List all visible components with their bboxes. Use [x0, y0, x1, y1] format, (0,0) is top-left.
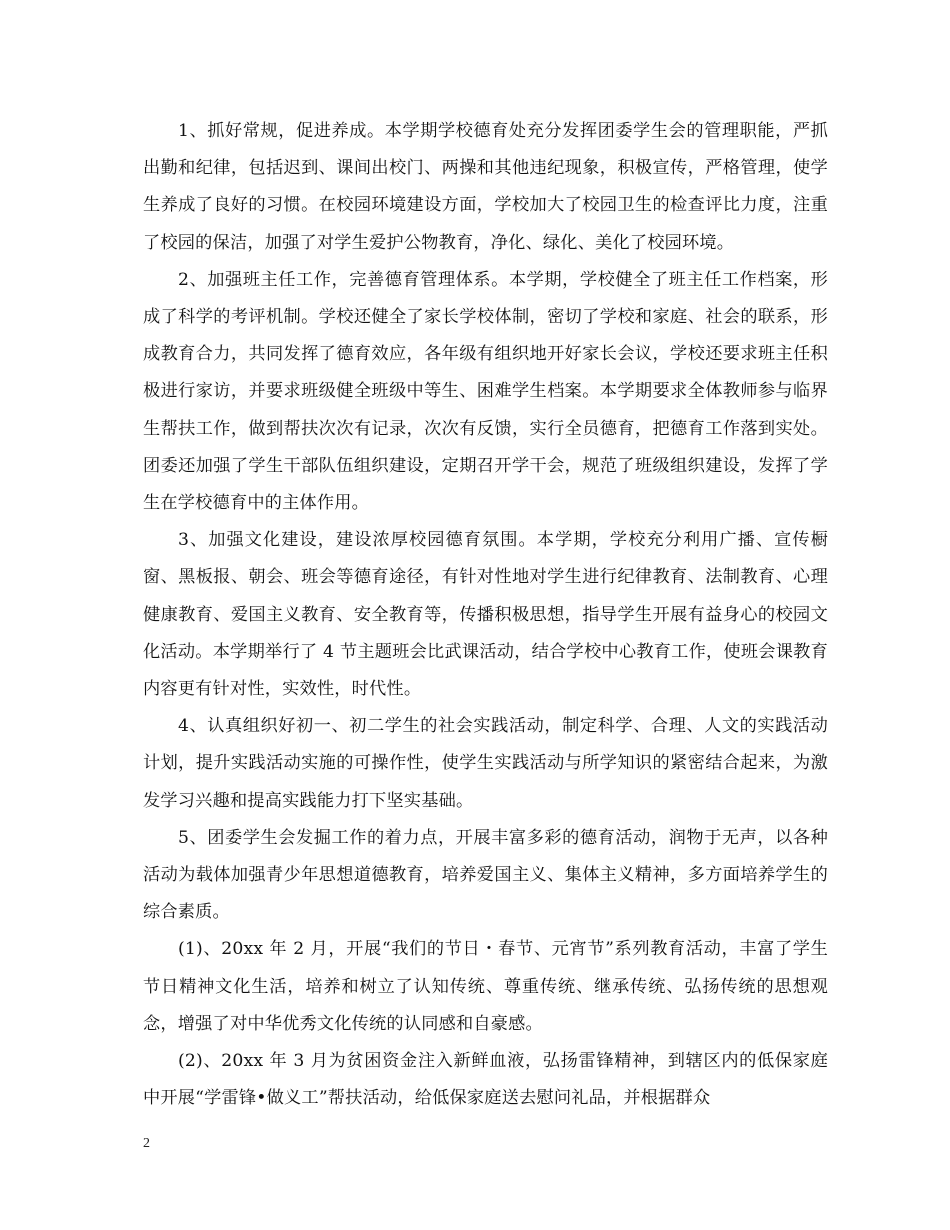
- document-body: [143, 113, 828, 1117]
- paragraph-1: 1、抓好常规，促进养成。本学期学校德育处充分发挥团委学生会的管理职能，严抓出勤和纪律，包括迟到、课间出校门、两操和其他违纪现象，积极宣传，严格管理，使学生养成了良好的习惯。在校园环境建设方面，学校加大了校园卫生的检查评比力度，注重了校园的保洁，加强了对学生爱护公物教育，净化、绿化、美化了校园环境。: [143, 121, 828, 253]
- page-number: 2: [143, 1136, 150, 1151]
- paragraph-7: (2)、20xx 年 3 月为贫困资金注入新鲜血液，弘扬雷锋精神，到辖区内的低保家庭中开展“学雷锋•做义工”帮扶活动，给低保家庭送去慰问礼品，并根据群众: [143, 1051, 828, 1109]
- paragraph-2: 2、加强班主任工作，完善德育管理体系。本学期，学校健全了班主任工作档案，形成了科学的考评机制。学校还健全了家长学校体制，密切了学校和家庭、社会的联系，形成教育合力，共同发挥了德育效应，各年级有组织地开好家长会议，学校还要求班主任积极进行家访，并要求班级健全班级中等生、困难学生档案。本学期要求全体教师参与临界生帮扶工作，做到帮扶次次有记录，次次有反馈，实行全员德育，把德育工作落到实处。团委还加强了学生干部队伍组织建设，定期召开学干会，规范了班级组织建设，发挥了学生在学校德育中的主体作用。: [143, 269, 828, 514]
- paragraph-5: 5、团委学生会发掘工作的着力点，开展丰富多彩的德育活动，润物于无声，以各种活动为载体加强青少年思想道德教育，培养爱国主义、集体主义精神，多方面培养学生的综合素质。: [143, 827, 828, 923]
- paragraph-3: 3、加强文化建设，建设浓厚校园德育氛围。本学期，学校充分利用广播、宣传橱窗、黑板报、朝会、班会等德育途径，有针对性地对学生进行纪律教育、法制教育、心理健康教育、爱国主义教育、安全教育等，传播积极思想，指导学生开展有益身心的校园文化活动。本学期举行了 4 节主题班会比武课活动，结合学校中心教育工作，使班会课教育内容更有针对性，实效性，时代性。: [143, 530, 828, 700]
- paragraph-6: (1)、20xx 年 2 月，开展“我们的节日・春节、元宵节”系列教育活动，丰富了学生节日精神文化生活，培养和树立了认知传统、尊重传统、继承传统、弘扬传统的思想观念，增强了对中华优秀文化传统的认同感和自豪感。: [143, 939, 828, 1034]
- paragraph-4: 4、认真组织好初一、初二学生的社会实践活动，制定科学、合理、人文的实践活动计划，提升实践活动实施的可操作性，使学生实践活动与所学知识的紧密结合起来，为激发学习兴趣和提高实践能力打下坚实基础。: [143, 716, 828, 811]
